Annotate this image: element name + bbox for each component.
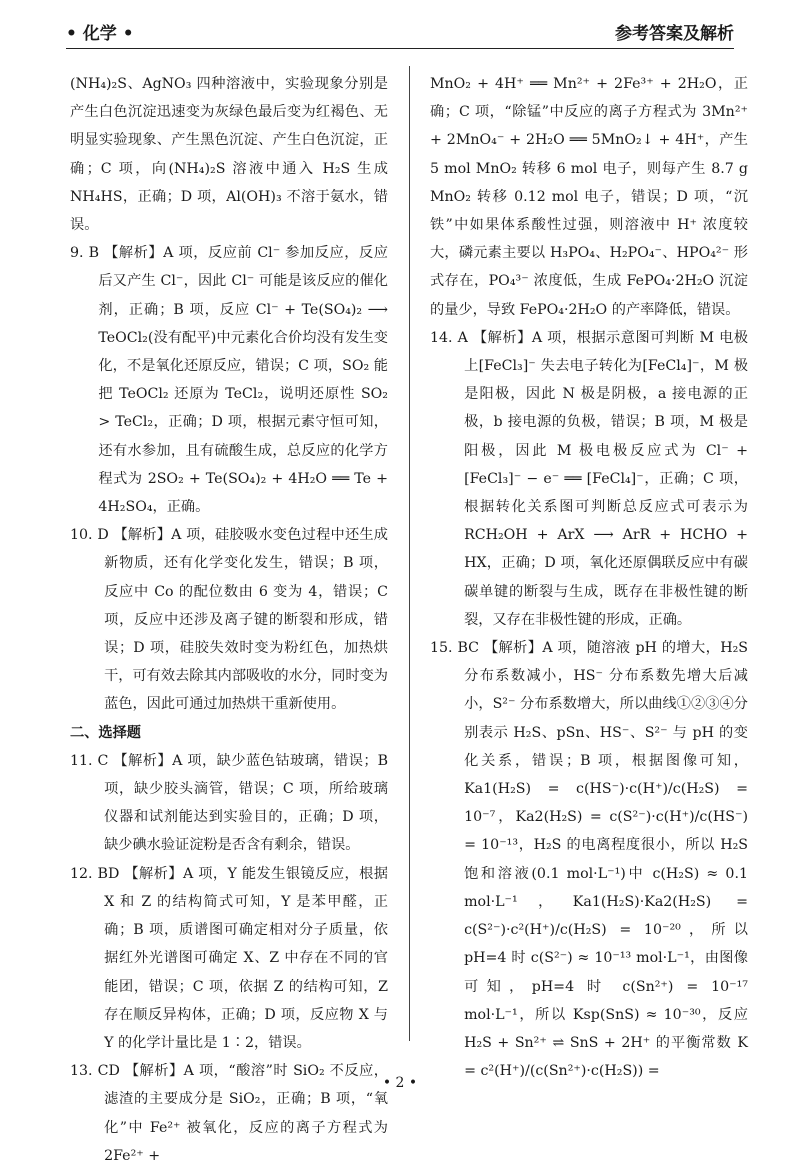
answer-12: 12. BD 【解析】A 项，Y 能发生银镜反应，根据 X 和 Z 的结构简式可知，Y 是苯甲醛，正确；B 项，质谱图可确定相对分子质量，依据红外光谱图可确定 X、Z 中存在不同的官能团，错误；C 项，依据 Z 的结构可知，Z 存在顺反异构体，正确；D 项，反应物 X 与 Y 的化学计量比是 1∶2，错误。 [70, 865, 388, 1051]
page-number: • 2 • [382, 1075, 418, 1091]
answer-10: 10. D 【解析】A 项，硅胶吸水变色过程中还生成新物质，还有化学变化发生，错误；B 项，反应中 Co 的配位数由 6 变为 4，错误；C 项，反应中还涉及离子键的断裂和形成，错误；D 项，硅胶失效时变为粉红色，加热烘干，可有效去除其内部吸收的水分，同时变为蓝色，因此可通过加热烘干重新使用。 [70, 527, 388, 713]
answer-13: 13. CD 【解析】A 项，“酸溶”时 SiO₂ 不反应，滤渣的主要成分是 SiO₂，正确；B 项，“氧化”中 Fe²⁺ 被氧化，反应的离子方程式为 2Fe²⁺ + [70, 1063, 388, 1164]
header-title: 参考答案及解析 [615, 24, 734, 44]
answer-11: 11. C 【解析】A 项，缺少蓝色钴玻璃，错误；B 项，缺少胶头滴管，错误；C 项，所给玻璃仪器和试剂能达到实验目的，正确；D 项，缺少碘水验证淀粉是否含有剩余，错误。 [70, 752, 388, 854]
answer-15: 15. BC 【解析】A 项，随溶液 pH 的增大，H₂S 分布系数减小，HS⁻ 分布系数先增大后减小，S²⁻ 分布系数增大，所以曲线①②③④分别表示 H₂S、pSn、HS⁻、S²⁻ 与 pH 的变化关系，错误；B 项，根据图像可知，Ka1(H₂S) = c(HS⁻)·c(H⁺)/c(H₂S) = 10⁻⁷，Ka2(H₂S) = c(S²⁻)·c(H⁺)/c(HS⁻) = 10⁻¹³，H₂S 的电离程度很小，所以 H₂S 饱和溶液(0.1 mol·L⁻¹)中 c(H₂S) ≈ 0.1 mol·L⁻¹，Ka1(H₂S)·Ka2(H₂S) = c(S²⁻)·c²(H⁺)/c(H₂S) = 10⁻²⁰，所以 pH=4 时 c(S²⁻) ≈ 10⁻¹³ mol·L⁻¹，由图像可知，pH=4 时 c(Sn²⁺) = 10⁻¹⁷ mol·L⁻¹，所以 Ksp(SnS) ≈ 10⁻³⁰，反应 H₂S + Sn²⁺ ⇌ SnS + 2H⁺ 的平衡常数 K = c²(H⁺)/(c(Sn²⁺)·c(H₂S)) = [430, 640, 748, 1080]
right-column [430, 70, 748, 1085]
answer-14: 14. A 【解析】A 项，根据示意图可判断 M 电极上[FeCl₃]⁻ 失去电子转化为[FeCl₄]⁻，M 极是阳极，因此 N 极是阴极，a 接电源的正极，b 接电源的负极，错误；B 项，M 极是阳极，因此 M 极电极反应式为 Cl⁻ + [FeCl₃]⁻ − e⁻ ══ [FeCl₄]⁻，正确；C 项，根据转化关系图可判断总反应式可表示为 RCH₂OH + ArX ⟶ ArR + HCHO + HX，正确；D 项，氧化还原偶联反应中有碳碳单键的断裂与生成，既存在非极性键的断裂，又存在非极性键的形成，正确。 [430, 329, 748, 628]
left-column [70, 70, 388, 1170]
answer-9: 9. B 【解析】A 项，反应前 Cl⁻ 参加反应，反应后又产生 Cl⁻，因此 Cl⁻ 可能是该反应的催化剂，正确；B 项，反应 Cl⁻ + Te(SO₄)₂ ⟶ TeOCl₂(没有配平)中元素化合价均没有发生变化，不是氧化还原反应，错误；C 项，SO₂ 能把 TeOCl₂ 还原为 TeCl₂，说明还原性 SO₂ > TeCl₂，正确；D 项，根据元素守恒可知，还有水参加，且有硫酸生成，总反应的化学方程式为 2SO₂ + Te(SO₄)₂ + 4H₂O ══ Te + 4H₂SO₄，正确。 [70, 245, 388, 516]
subject-label: • 化学 • [66, 24, 134, 44]
page-header [66, 12, 734, 49]
answer-13-continued: MnO₂ + 4H⁺ ══ Mn²⁺ + 2Fe³⁺ + 2H₂O，正确；C 项，“除锰”中反应的离子方程式为 3Mn²⁺ + 2MnO₄⁻ + 2H₂O ══ 5MnO₂↓ + 4H⁺，产生 5 mol MnO₂ 转移 6 mol 电子，则每产生 8.7 g MnO₂ 转移 0.12 mol 电子，错误；D 项，“沉铁”中如果体系酸性过强，则溶液中 H⁺ 浓度较大，磷元素主要以 H₃PO₄、H₂PO₄⁻、HPO₄²⁻ 形式存在，PO₄³⁻ 浓度低，生成 FePO₄·2H₂O 沉淀的量少，导致 FePO₄·2H₂O 的产率降低，错误。 [430, 76, 748, 318]
section-heading: 二、选择题 [70, 724, 141, 741]
answer-8-continued: (NH₄)₂S、AgNO₃ 四种溶液中，实验现象分别是产生白色沉淀迅速变为灰绿色最后变为红褐色、无明显实验现象、产生黑色沉淀、产生白色沉淀，正确；C 项，向(NH₄)₂S 溶液中通入 H₂S 生成 NH₄HS，正确；D 项，Al(OH)₃ 不溶于氨水，错误。 [70, 76, 388, 234]
column-divider [409, 66, 410, 1041]
